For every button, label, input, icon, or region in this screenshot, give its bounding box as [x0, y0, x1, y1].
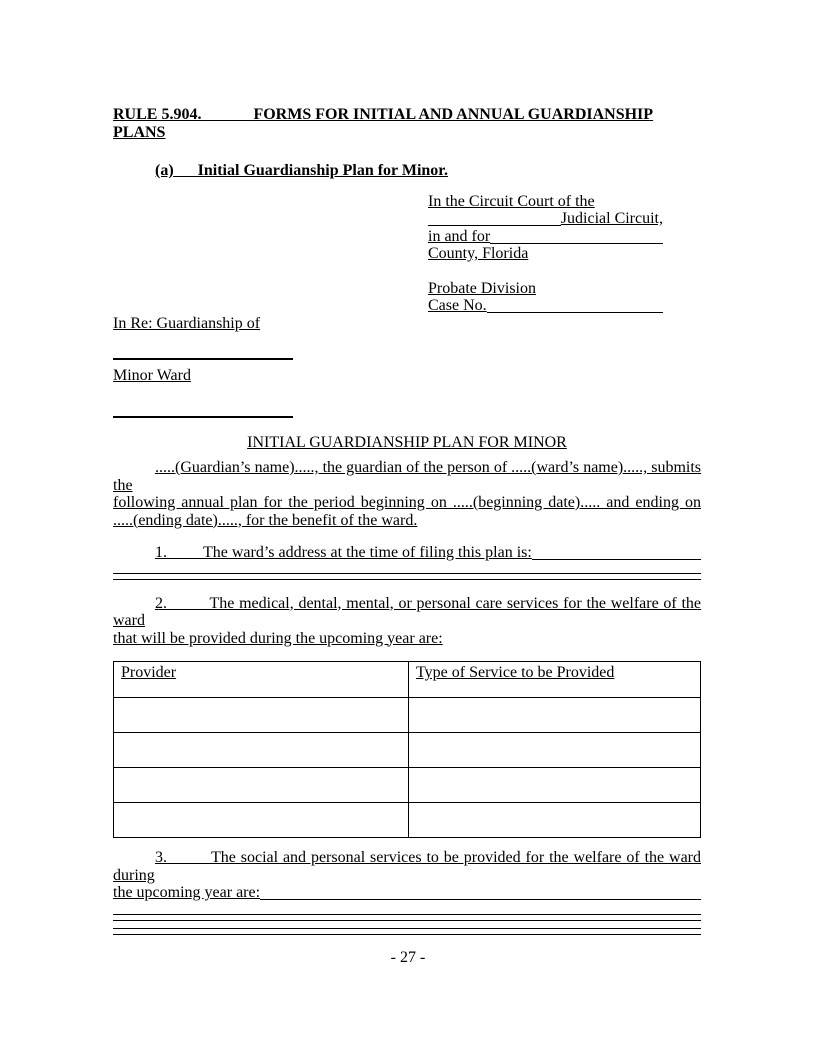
table-header-row: [114, 662, 701, 698]
table-row: [114, 803, 701, 838]
intro-text-2: following annual plan for the period beginning on .....(beginning date)..... and ending on: [113, 494, 701, 511]
second-blank-line: [113, 416, 293, 418]
county-florida-label: County, Florida: [428, 245, 529, 262]
tab-gap: [201, 106, 253, 123]
page-number: [0, 949, 816, 967]
ward-name-blank-line: [113, 358, 293, 360]
probate-division-line: [428, 280, 663, 298]
case-no-label: Case No.: [428, 297, 487, 314]
judicial-circuit-label: Judicial Circuit,: [560, 210, 663, 227]
item-3-text-1: [113, 849, 701, 884]
tab-gap: [167, 595, 209, 612]
item-2-line-1: [113, 595, 701, 630]
item-1-number: 1.: [155, 544, 167, 561]
page-number-text: - 27 -: [390, 949, 426, 966]
item-3-answer-blank: [260, 884, 701, 900]
item-2-label: The medical, dental, mental, or personal care services for the welfare of the ward: [113, 594, 702, 629]
item-2-line-2: [113, 630, 701, 648]
judicial-circuit-blank: [428, 210, 561, 226]
provider-cell: [114, 733, 409, 768]
court-line-county: [428, 245, 663, 263]
intro-text-3: .....(ending date)....., for the benefit of the ward.: [113, 511, 418, 529]
in-re-line: [113, 315, 701, 333]
minor-ward-label: Minor Ward: [113, 367, 191, 384]
intro-paragraph: [113, 459, 701, 529]
item-3-label: The social and personal services to be provided for the welfare of the ward during: [113, 849, 701, 884]
item-1-label: The ward’s address at the time of filing this plan is:: [203, 544, 532, 561]
service-cell: [409, 698, 701, 733]
case-no-line: [428, 297, 663, 315]
rule-title: FORMS FOR INITIAL AND ANNUAL GUARDIANSHIP PLANS: [113, 106, 654, 141]
provider-header-cell: [114, 662, 409, 698]
item-2-text-1: [113, 595, 701, 630]
table-row: [114, 768, 701, 803]
item-1-answer-blank: [532, 544, 701, 560]
rule-heading-text: [113, 106, 653, 141]
section-label: (a): [155, 162, 174, 179]
answer-ruled-line: [113, 928, 701, 935]
item-3: [113, 849, 701, 902]
provider-header-text: Provider: [121, 664, 177, 681]
rule-heading: [113, 106, 701, 141]
table-row: [114, 698, 701, 733]
item-2-text-2: that will be provided during the upcoming year are:: [113, 629, 443, 647]
court-line-circuit: [428, 193, 663, 211]
intro-line-2: [113, 494, 701, 512]
section-heading: [155, 162, 701, 180]
answer-ruled-line: [113, 914, 701, 921]
tab-gap: [174, 162, 198, 179]
intro-line-1: [113, 459, 701, 494]
intro-text-1: .....(Guardian’s name)....., the guardian of the person of .....(ward’s name)....., submits the: [113, 459, 701, 494]
tab-gap: [167, 849, 211, 866]
circuit-court-text: In the Circuit Court of the: [428, 192, 595, 210]
court-line-in-and-for: [428, 228, 663, 246]
plan-title-text: INITIAL GUARDIANSHIP PLAN FOR MINOR: [247, 433, 567, 451]
service-cell: [409, 768, 701, 803]
plan-title-line: [113, 434, 701, 452]
provider-cell: [114, 803, 409, 838]
item-1: [113, 544, 701, 562]
item-3-number: 3.: [155, 849, 167, 866]
county-name-blank: [490, 228, 663, 244]
item-1-text: [155, 544, 532, 562]
provider-cell: [114, 768, 409, 803]
court-line-judicial: [428, 210, 663, 228]
rule-number: RULE 5.904.: [113, 106, 202, 123]
service-cell: [409, 803, 701, 838]
case-number-blank: [487, 297, 663, 313]
item-2: [113, 595, 701, 648]
provider-cell: [114, 698, 409, 733]
services-table: [113, 661, 701, 838]
minor-ward-line: [113, 367, 701, 385]
service-cell: [409, 733, 701, 768]
item-3-text-2: the upcoming year are:: [113, 884, 261, 901]
item-3-line-1: [113, 849, 701, 884]
service-type-header-cell: [409, 662, 701, 698]
probate-division-label: Probate Division: [428, 279, 536, 297]
item-2-number: 2.: [155, 594, 167, 612]
answer-ruled-line: [113, 573, 701, 580]
section-heading-text: [155, 162, 448, 179]
in-re-label: In Re: Guardianship of: [113, 314, 261, 332]
court-caption-block: [428, 193, 663, 315]
section-title: Initial Guardianship Plan for Minor.: [197, 162, 448, 179]
in-and-for-label: in and for: [428, 227, 491, 245]
tab-gap: [167, 544, 203, 561]
table-row: [114, 733, 701, 768]
intro-line-3: [113, 512, 701, 530]
item-3-line-2: [113, 884, 701, 902]
service-type-header-text: Type of Service to be Provided: [416, 664, 615, 681]
